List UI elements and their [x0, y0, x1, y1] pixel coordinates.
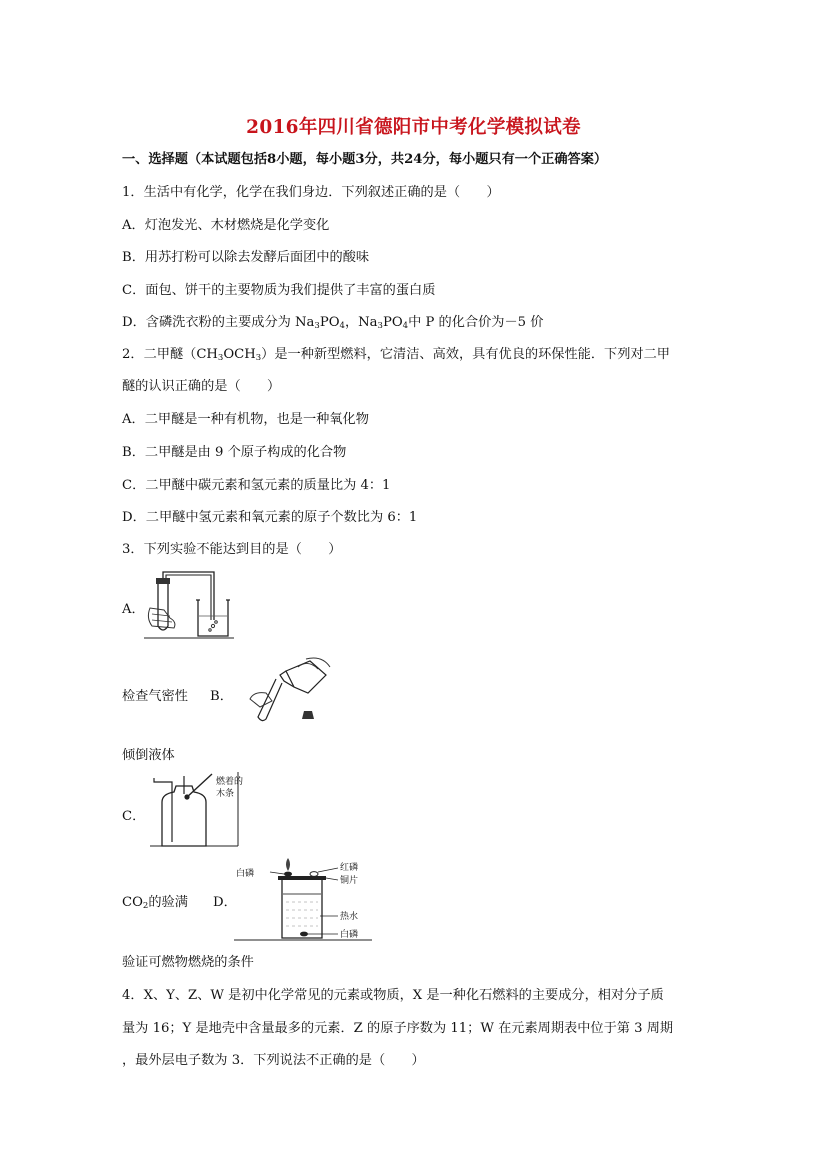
q3-option-b-caption: 倾倒液体	[122, 748, 175, 763]
q4-stem-line1: 4．X、Y、Z、W 是初中化学常见的元素或物质，X 是一种化石燃料的主要成分，相对分子质	[122, 988, 664, 1003]
q2-option-d: D．二甲醚中氢元素和氧元素的原子个数比为 6：1	[122, 510, 418, 525]
q2-stem-line1: 2．二甲醚$(CH_3OCH_3)$是一种新型燃料，它清洁、高效，具有优良的环保性能．下列对二甲	[122, 347, 670, 363]
hot-water-label: 热水	[340, 912, 359, 922]
q3-option-c-label: C．	[122, 809, 146, 824]
page-title: 2016年四川省德阳市中考化学模拟试卷	[246, 117, 581, 138]
white-phosphorus-label-left: 白磷	[236, 869, 255, 879]
co2-collection-figure	[150, 772, 244, 848]
splint-label-2: 木条	[216, 789, 235, 799]
q3-option-a-caption: 检查气密性	[122, 689, 188, 704]
pouring-liquid-figure	[236, 657, 330, 723]
section-heading: 一、选择题（本试题包括8小题，每小题3分，共24分，每小题只有一个正确答案）	[122, 152, 608, 167]
q4-stem-line2: 量为 16；Y 是地壳中含量最多的元素．Z 的原子序数为 11；W 在元素周期表中位于第 3 周期	[122, 1021, 674, 1036]
q3-option-b-label: B．	[210, 689, 233, 704]
q1-option-b: B．用苏打粉可以除去发酵后面团中的酸味	[122, 250, 370, 265]
q3-option-c-caption: $CO_2$的验满	[122, 895, 188, 911]
q1-option-c: C．面包、饼干的主要物质为我们提供了丰富的蛋白质	[122, 283, 436, 298]
q3-option-d-label: D．	[213, 895, 237, 910]
red-phosphorus-label: 红磷	[340, 863, 359, 873]
white-phosphorus-label-bottom: 白磷	[340, 930, 359, 940]
q3-stem: 3．下列实验不能达到目的是（ ）	[122, 542, 342, 557]
q1-stem: 1．生活中有化学，化学在我们身边．下列叙述正确的是（ ）	[122, 185, 500, 200]
q3-option-d-caption: 验证可燃物燃烧的条件	[122, 955, 254, 970]
q1-option-a: A．灯泡发光、木材燃烧是化学变化	[122, 218, 330, 233]
q2-option-b: B．二甲醚是由 9 个原子构成的化合物	[122, 445, 347, 460]
copper-sheet-label: 铜片	[340, 876, 359, 886]
splint-label-1: 燃着的	[216, 777, 244, 787]
combustion-condition-figure	[234, 858, 372, 942]
q3-option-a-label: A．	[122, 602, 145, 617]
q2-stem-line2: 醚的认识正确的是（ ）	[122, 379, 281, 394]
q2-option-a: A．二甲醚是一种有机物，也是一种氧化物	[122, 412, 369, 427]
q4-stem-line3: ，最外层电子数为 3．下列说法不正确的是（ ）	[122, 1053, 425, 1068]
airtightness-apparatus-figure	[144, 568, 234, 640]
q1-option-d: D．含磷洗衣粉的主要成分为 $Na_3PO_4$，$Na_3PO_4$中 P 的化合价为－5 价	[122, 315, 544, 331]
q2-option-c: C．二甲醚中碳元素和氢元素的质量比为 4：1	[122, 478, 391, 493]
